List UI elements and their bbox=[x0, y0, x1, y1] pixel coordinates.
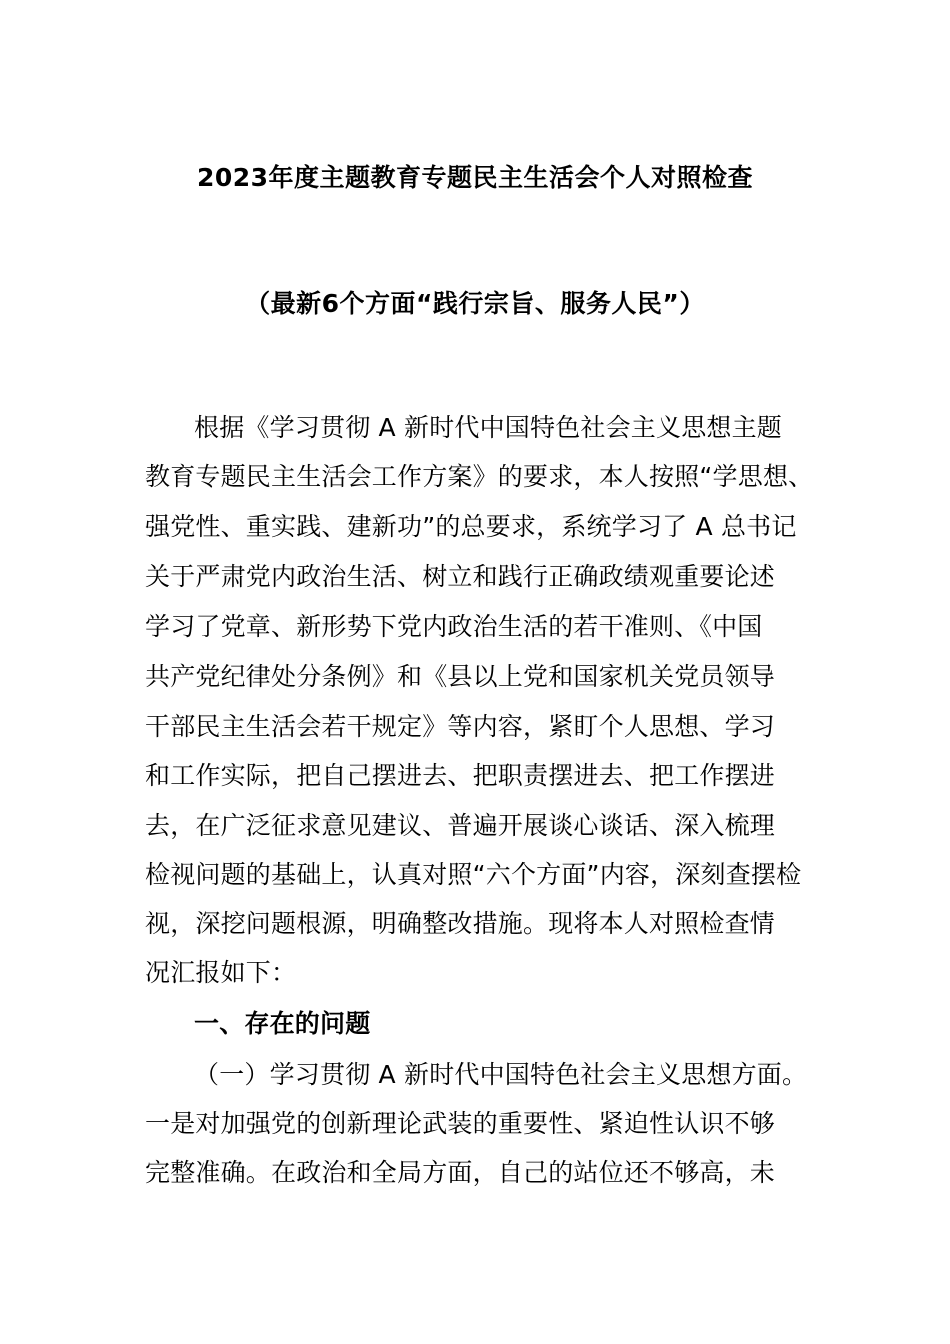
intro-line-4: 关于严肃党内政治生活、树立和践行正确政绩观重要论述 bbox=[145, 562, 776, 591]
intro-line-6: 共产党纪律处分条例》和《县以上党和国家机关党员领导 bbox=[145, 662, 776, 691]
intro-line-9: 去，在广泛征求意见建议、普遍开展谈心谈话、深入梳理 bbox=[145, 811, 776, 840]
section-line-3: 完整准确。在政治和全局方面，自己的站位还不够高，未 bbox=[145, 1158, 776, 1187]
intro-line-7: 干部民主生活会若干规定》等内容，紧盯个人思想、学习 bbox=[145, 712, 776, 741]
intro-line-5: 学习了党章、新形势下党内政治生活的若干准则、《中国 bbox=[145, 612, 763, 641]
document-title: 2023年度主题教育专题民主生活会个人对照检查 bbox=[196, 163, 754, 192]
intro-line-1: 根据《学习贯彻 A 新时代中国特色社会主义思想主题 bbox=[194, 413, 782, 442]
section-line-1: （一）学习贯彻 A 新时代中国特色社会主义思想方面。 bbox=[194, 1060, 808, 1089]
intro-line-12: 况汇报如下： bbox=[145, 958, 297, 987]
intro-line-11: 视，深挖问题根源，明确整改措施。现将本人对照检查情 bbox=[145, 909, 776, 938]
intro-line-2: 教育专题民主生活会工作方案》的要求，本人按照“学思想、 bbox=[145, 462, 814, 491]
section-heading: 一、存在的问题 bbox=[194, 1009, 371, 1038]
intro-line-3: 强党性、重实践、建新功”的总要求，系统学习了 A 总书记 bbox=[145, 512, 797, 541]
intro-line-8: 和工作实际，把自己摆进去、把职责摆进去、把工作摆进 bbox=[145, 761, 776, 790]
section-line-2: 一是对加强党的创新理论武装的重要性、紧迫性认识不够 bbox=[145, 1109, 776, 1138]
document-subtitle: （最新6个方面“践行宗旨、服务人民”） bbox=[245, 289, 705, 318]
intro-line-10: 检视问题的基础上，认真对照“六个方面”内容，深刻查摆检 bbox=[145, 860, 802, 889]
